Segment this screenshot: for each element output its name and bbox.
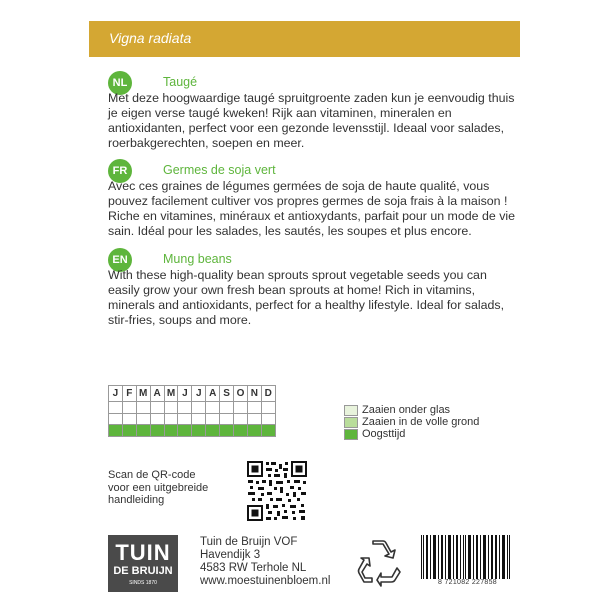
- company-address: [200, 536, 330, 588]
- legend-label: Zaaien in de volle grond: [362, 416, 480, 428]
- qr-text-line: voor een uitgebreide: [108, 481, 209, 494]
- tuin-de-bruijn-logo: [108, 535, 178, 592]
- qr-text-line: handleiding: [108, 494, 165, 506]
- legend-item: [344, 428, 479, 440]
- legend-item: [344, 416, 479, 428]
- lang-badge-nl: NL: [108, 71, 132, 95]
- lang-text-en: With these high-quality bean sprouts sprout vegetable seeds you can easily grow your own fresh bean sprouts at home! Rich in vitamins, minerals and antioxidants, perfect for a healthy lifestyle. Ideal for salads, stir-fries, soups and more.: [108, 268, 505, 327]
- month-label: M: [136, 386, 150, 402]
- row-harvest: [109, 425, 276, 437]
- logo-text: DE BRUIJN: [113, 565, 173, 577]
- legend-label: Oogsttijd: [362, 428, 406, 440]
- address-line: Havendijk 3: [200, 549, 261, 561]
- lang-title-fr: Germes de soja vert: [163, 163, 276, 177]
- lang-title-nl: Taugé: [163, 75, 198, 89]
- lang-badge-en: EN: [108, 248, 132, 272]
- barcode-number: 8 721082 227858: [415, 579, 520, 586]
- legend-swatch: [344, 405, 358, 416]
- address-line: 4583 RW Terhole NL: [200, 562, 307, 574]
- address-line: Tuin de Bruijn VOF: [200, 536, 298, 548]
- month-label: S: [220, 386, 234, 402]
- month-label: D: [261, 386, 275, 402]
- legend-label: Zaaien onder glas: [362, 404, 451, 416]
- row-sow-open-ground: [109, 414, 276, 425]
- lang-text-nl: Met deze hoogwaardige taugé spruitgroente zaden kun je eenvoudig thuis je eigen verse taugé kweken! Rijk aan vitaminen, mineralen en antioxidanten, perfect voor een gezonde levensstijl. Ideaal voor salades, roerbakgerechten, soepen en meer.: [108, 91, 515, 150]
- month-label: F: [122, 386, 136, 402]
- logo-text: SINDS 1870: [129, 580, 157, 586]
- sowing-calendar: [108, 385, 276, 437]
- month-label: J: [192, 386, 206, 402]
- lang-badge-fr: FR: [108, 159, 132, 183]
- qr-instructions: [108, 469, 228, 507]
- qr-text-line: Scan de QR-code: [108, 469, 196, 481]
- month-label: A: [206, 386, 220, 402]
- month-label: O: [234, 386, 248, 402]
- lang-title-en: Mung beans: [163, 252, 232, 266]
- qr-code-icon[interactable]: [246, 460, 308, 522]
- calendar-legend: [344, 404, 479, 440]
- month-label: J: [178, 386, 192, 402]
- month-label: A: [150, 386, 164, 402]
- month-label: J: [109, 386, 123, 402]
- month-label: M: [164, 386, 178, 402]
- logo-text: TUIN: [115, 540, 171, 565]
- website-link[interactable]: www.moestuinenbloem.nl: [200, 575, 331, 587]
- header-bar: [89, 21, 520, 57]
- month-label: N: [247, 386, 261, 402]
- legend-item: [344, 404, 479, 416]
- legend-swatch: [344, 429, 358, 440]
- lang-text-fr: Avec ces graines de légumes germées de soja de haute qualité, vous pouvez facilement cultiver vos propres germes de soja frais à la maison ! Riche en vitamines, minéraux et antioxydants, parfait pour un mode de vie sain. Idéal pour les salades, les sautés, les soupes et plus encore.: [108, 179, 516, 238]
- latin-name: Vigna radiata: [109, 30, 192, 46]
- recycle-icon: [353, 538, 403, 588]
- legend-swatch: [344, 417, 358, 428]
- row-sow-under-glass: [109, 402, 276, 414]
